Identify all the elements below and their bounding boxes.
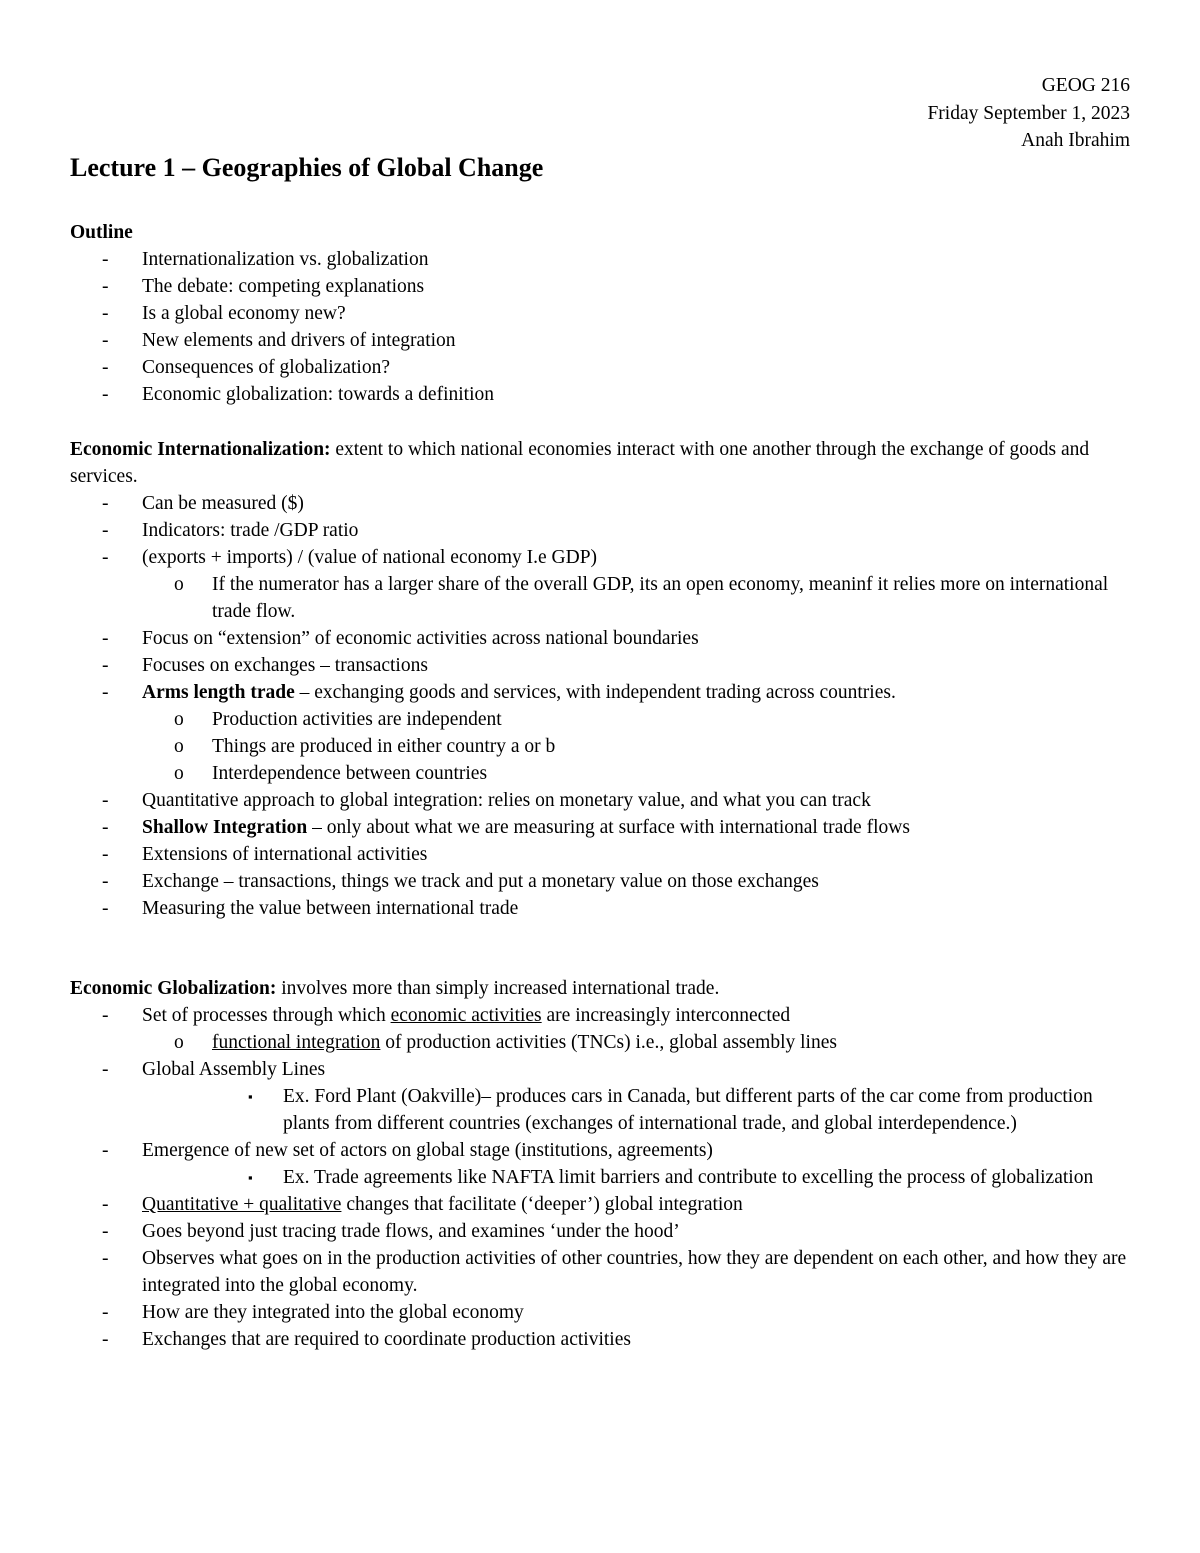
dash-bullet: -	[102, 1194, 109, 1215]
circle-bullet: o	[174, 709, 184, 730]
lecture-title: Lecture 1 – Geographies of Global Change	[70, 153, 544, 182]
list-item: - Global Assembly Lines	[70, 1056, 1132, 1083]
list-item: - Indicators: trade /GDP ratio	[70, 517, 1132, 544]
dash-bullet: -	[102, 493, 109, 514]
circle-bullet: o	[174, 763, 184, 784]
arms-length-trade-term: Arms length trade	[142, 682, 295, 703]
outline-item: - The debate: competing explanations	[70, 273, 1132, 300]
list-item: - Measuring the value between international trade	[70, 895, 1132, 922]
dash-bullet: -	[102, 655, 109, 676]
dash-bullet: -	[102, 1059, 109, 1080]
dash-bullet: -	[102, 520, 109, 541]
list-item: - Exchanges that are required to coordinate production activities	[70, 1326, 1132, 1353]
list-item: - Exchange – transactions, things we track and put a monetary value on those exchanges	[70, 868, 1132, 895]
dash-bullet: -	[102, 547, 109, 568]
dash-bullet: -	[102, 357, 109, 378]
outline-item: - Consequences of globalization?	[70, 354, 1132, 381]
shallow-integration-term: Shallow Integration	[142, 817, 308, 838]
outline-item: - Economic globalization: towards a definition	[70, 381, 1132, 408]
globalization-term: Economic Globalization:	[70, 978, 277, 999]
list-item: - How are they integrated into the global economy	[70, 1299, 1132, 1326]
list-item: - Set of processes through which economic activities are increasingly interconnected	[70, 1002, 1132, 1029]
list-item: - Arms length trade – exchanging goods and services, with independent trading across countries.	[70, 679, 1132, 706]
list-item: - (exports + imports) / (value of national economy I.e GDP)	[70, 544, 1132, 571]
circle-bullet: o	[174, 1032, 184, 1053]
list-item: - Shallow Integration – only about what we are measuring at surface with international trade flows	[70, 814, 1132, 841]
dash-bullet: -	[102, 330, 109, 351]
outline-item: - Internationalization vs. globalization	[70, 246, 1132, 273]
sub-sub-list-item: ▪ Ex. Trade agreements like NAFTA limit barriers and contribute to excelling the process of globalization	[70, 1164, 1132, 1191]
outline-item: - New elements and drivers of integration	[70, 327, 1132, 354]
circle-bullet: o	[174, 574, 184, 595]
dash-bullet: -	[102, 628, 109, 649]
list-item: - Observes what goes on in the production activities of other countries, how they are dependent on each other, and how they are integrated into the global economy.	[70, 1245, 1132, 1299]
dash-bullet: -	[102, 1140, 109, 1161]
outline-heading: Outline	[70, 222, 133, 243]
circle-bullet: o	[174, 736, 184, 757]
internationalization-definition: Economic Internationalization: extent to which national economies interact with one another through the exchange of goods and services.	[70, 439, 1090, 487]
document-header	[927, 72, 1130, 155]
outline-section	[70, 219, 1132, 408]
dash-bullet: -	[102, 1329, 109, 1350]
sub-list-item: o Things are produced in either country a or b	[70, 733, 1132, 760]
list-item: - Quantitative + qualitative changes that facilitate (‘deeper’) global integration	[70, 1191, 1132, 1218]
dash-bullet: -	[102, 303, 109, 324]
dash-bullet: -	[102, 1302, 109, 1323]
dash-bullet: -	[102, 871, 109, 892]
author-name: Anah Ibrahim	[1021, 130, 1130, 151]
lecture-date: Friday September 1, 2023	[927, 102, 1130, 124]
list-item: - Focus on “extension” of economic activities across national boundaries	[70, 625, 1132, 652]
sub-list-item: o Production activities are independent	[70, 706, 1132, 733]
globalization-section	[70, 975, 1132, 1353]
list-item: - Quantitative approach to global integration: relies on monetary value, and what you can track	[70, 787, 1132, 814]
dash-bullet: -	[102, 844, 109, 865]
dash-bullet: -	[102, 384, 109, 405]
dash-bullet: -	[102, 898, 109, 919]
dash-bullet: -	[102, 276, 109, 297]
list-item: - Extensions of international activities	[70, 841, 1132, 868]
sub-sub-list-item: ▪ Ex. Ford Plant (Oakville)– produces cars in Canada, but different parts of the car come from production plants from different countries (exchanges of international trade, and global interdependence.)	[70, 1083, 1132, 1137]
square-bullet: ▪	[248, 1089, 253, 1104]
list-item: - Emergence of new set of actors on global stage (institutions, agreements)	[70, 1137, 1132, 1164]
square-bullet: ▪	[248, 1170, 253, 1185]
list-item: - Focuses on exchanges – transactions	[70, 652, 1132, 679]
internationalization-section	[70, 436, 1132, 922]
dash-bullet: -	[102, 790, 109, 811]
course-code: GEOG 216	[1041, 75, 1130, 96]
sub-list-item: o functional integration of production activities (TNCs) i.e., global assembly lines	[70, 1029, 1132, 1056]
dash-bullet: -	[102, 682, 109, 703]
dash-bullet: -	[102, 1005, 109, 1026]
list-item: - Goes beyond just tracing trade flows, and examines ‘under the hood’	[70, 1218, 1132, 1245]
sub-list-item: o If the numerator has a larger share of the overall GDP, its an open economy, meaninf it relies more on international trade flow.	[70, 571, 1132, 625]
dash-bullet: -	[102, 817, 109, 838]
internationalization-term: Economic Internationalization:	[70, 439, 331, 460]
dash-bullet: -	[102, 1248, 109, 1269]
globalization-definition: Economic Globalization: involves more than simply increased international trade.	[70, 978, 720, 999]
dash-bullet: -	[102, 1221, 109, 1242]
sub-list-item: o Interdependence between countries	[70, 760, 1132, 787]
dash-bullet: -	[102, 249, 109, 270]
outline-item: - Is a global economy new?	[70, 300, 1132, 327]
list-item: - Can be measured ($)	[70, 490, 1132, 517]
